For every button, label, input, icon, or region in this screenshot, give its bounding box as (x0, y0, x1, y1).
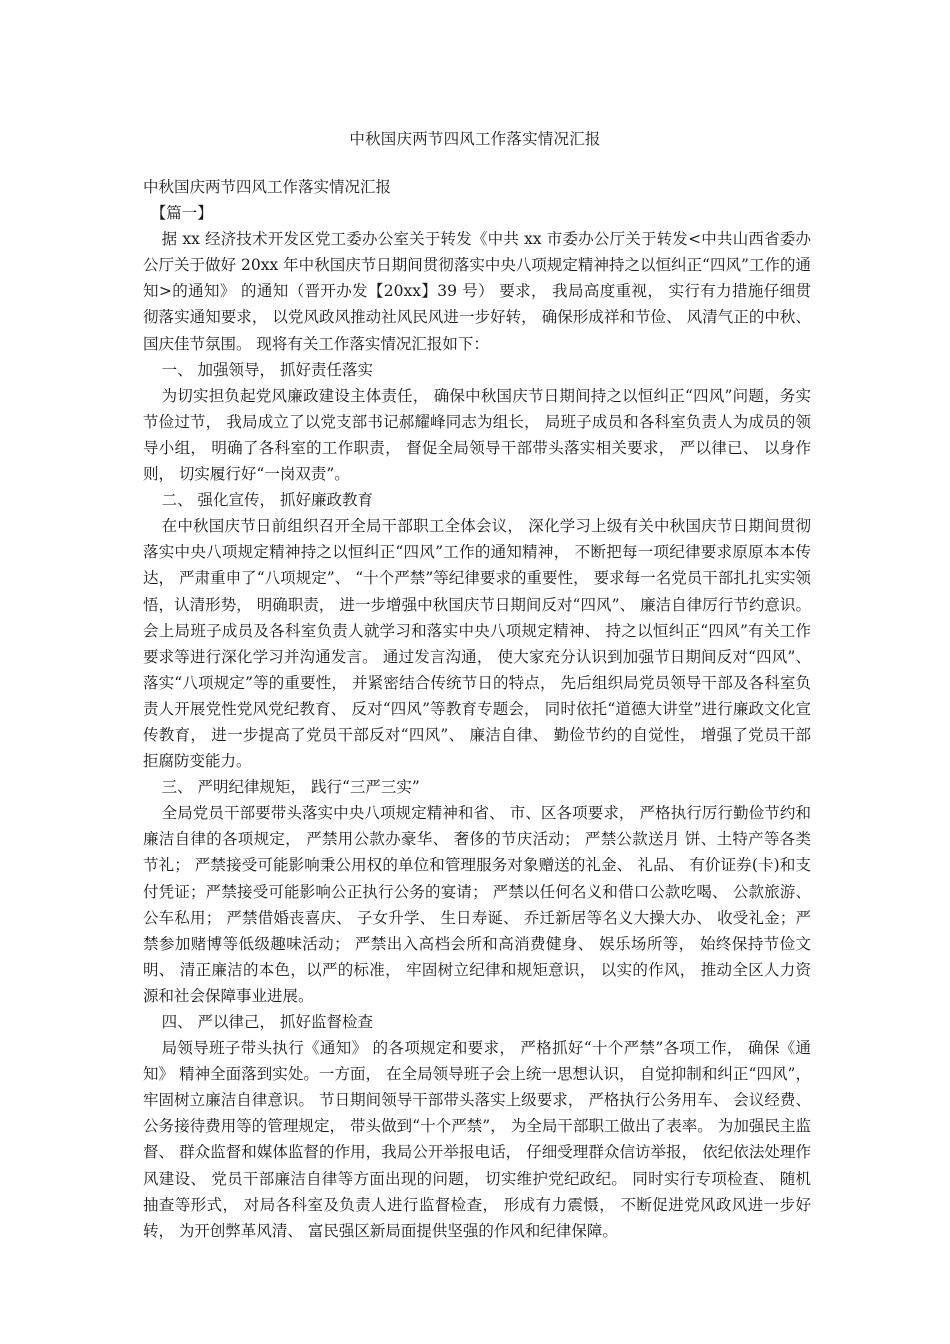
intro-paragraph: 据 xx 经济技术开发区党工委办公室关于转发《中共 xx 市委办公厅关于转发<中共山西省委办公厅关于做好 20xx 年中秋国庆节日期间贯彻落实中央八项规定精神持之以恒纠正“四风”工作的通知>的通知》 的通知（晋开办发【20xx】39 号） 要求， 我局高度重视， 实行有力措施仔细贯彻落实通知要求， 以党风政风推动社风民风进一步好转， 确保形成祥和节俭、 风清气正的中秋、 国庆佳节氛围。 现将有关工作落实情况汇报如下： (143, 230, 811, 353)
section-heading-4: 四、 严以律己， 抓好监督检查 (161, 1013, 373, 1031)
section-body-4: 局领导班子带头执行《通知》 的各项规定和要求， 严格抓好“十个严禁”各项工作， 确保《通知》 精神全面落到实处。一方面， 在全局领导班子会上统一思想认识， 自觉抑制和纠正“四风”， 牢固树立廉洁自律意识。 节日期间领导干部带头落实上级要求， 严格执行公务用车、 会议经费、 公务接待费用等的管理规定， 带头做到“十个严禁”， 为全局干部职工做出了表率。 为加强民主监督、 群众监督和媒体监督的作用，我局公开举报电话， 仔细受理群众信访举报， 依纪依法处理作风建设、 党员干部廉洁自律等方面出现的问题， 切实维护党纪政纪。 同时实行专项检查、 随机抽查等形式， 对局各科室及负责人进行监督检查， 形成有力震慑， 不断促进党风政风进一步好转， 为开创弊革风清、 富民强区新局面提供坚强的作风和纪律保障。 (143, 1039, 811, 1240)
section-heading-2: 二、 强化宣传， 抓好廉政教育 (161, 491, 373, 510)
section-body-1: 为切实担负起党风廉政建设主体责任， 确保中秋国庆节日期间持之以恒纠正“四风”问题，务实节俭过节， 我局成立了以党支部书记郝耀峰同志为组长， 局班子成员和各科室负责人为成员的领导小组， 明确了各科室的工作职责， 督促全局领导干部带头落实相关要求， 严以律已、 以身作则， 切实履行好“一岗双责”。 (143, 386, 811, 484)
document-title: 中秋国庆两节四风工作落实情况汇报 (349, 130, 601, 148)
document-subtitle: 中秋国庆两节四风工作落实情况汇报 (143, 178, 392, 196)
section-heading-1: 一、 加强领导， 抓好责任落实 (161, 360, 373, 379)
section-heading-3: 三、 严明纪律规矩， 践行“三严三实” (161, 778, 420, 797)
part-label: 【篇一】 (150, 204, 213, 223)
section-body-2: 在中秋国庆节日前组织召开全局干部职工全体会议， 深化学习上级有关中秋国庆节日期间贯彻落实中央八项规定精神持之以恒纠正“四风”工作的通知精神， 不断把每一项纪律要求原原本本传达， 严肃重申了“八项规定”、 “十个严禁”等纪律要求的重要性， 要求每一名党员干部扎扎实实领悟，认清形势， 明确职责， 进一步增强中秋国庆节日期间反对“四风”、 廉洁自律厉行节约意识。 会上局班子成员及各科室负责人就学习和落实中央八项规定精神、 持之以恒纠正“四风”有关工作要求等进行深化学习并沟通发言。 通过发言沟通， 使大家充分认识到加强节日期间反对“四风”、 落实“八项规定”等的重要性， 并紧密结合传统节日的特点， 先后组织局党员领导干部及各科室负责人开展党性党风党纪教育、 反对“四风”等教育专题会， 同时依托“道德大讲堂”进行廉政文化宣传教育， 进一步提高了党员干部反对“四风”、 廉洁自律、 勤俭节约的自觉性， 增强了党员干部拒腐防变能力。 (143, 517, 811, 771)
document-body (143, 174, 811, 1244)
section-body-3: 全局党员干部要带头落实中央八项规定精神和省、 市、区各项要求， 严格执行厉行勤俭节约和廉洁自律的各项规定， 严禁用公款办豪华、 奢侈的节庆活动； 严禁公款送月 饼、土特产等各类节礼； 严禁接受可能影响秉公用权的单位和管理服务对象赠送的礼金、 礼品、 有价证券(卡)和支付凭证；严禁接受可能影响公正执行公务的宴请； 严禁以任何名义和借口公款吃喝、 公款旅游、 公车私用； 严禁借婚丧喜庆、 子女升学、 生日寿诞、 乔迁新居等名义大操大办、 收受礼金；严禁参加赌博等低级趣味活动； 严禁出入高档会所和高消费健身、 娱乐场所等， 始终保持节俭文明、 清正廉洁的本色，以严的标准， 牢固树立纪律和规矩意识， 以实的作风， 推动全区人力资源和社会保障事业进展。 (143, 804, 811, 1005)
